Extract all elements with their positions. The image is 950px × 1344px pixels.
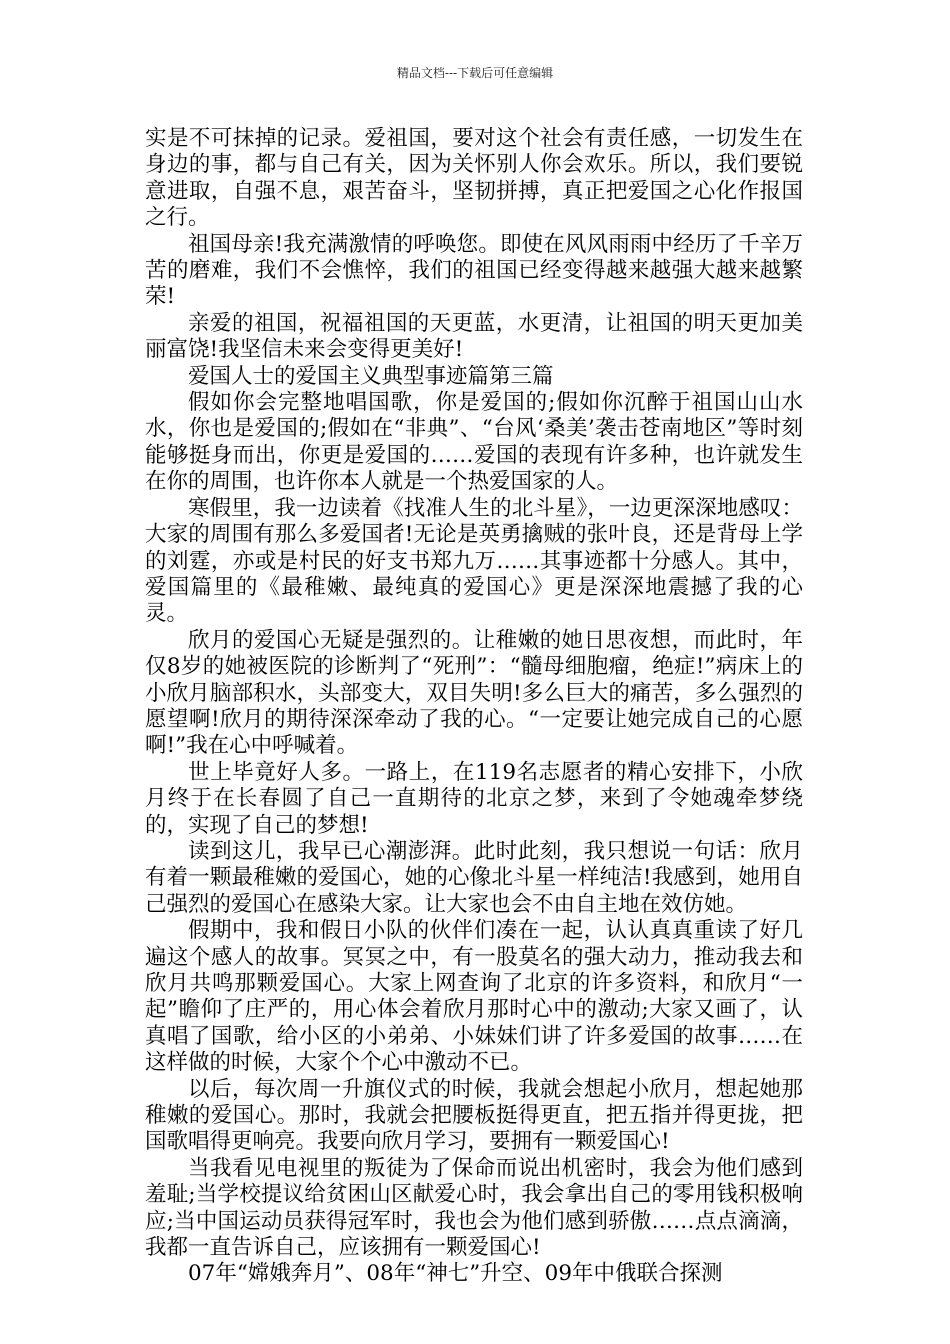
paragraph: 世上毕竟好人多。一路上，在119名志愿者的精心安排下，小欣月终于在长春圆了自己一直期待的北京之梦，来到了令她魂牵梦绕的，实现了自己的梦想!	[145, 759, 803, 838]
paragraph: 假如你会完整地唱国歌，你是爱国的;假如你沉醉于祖国山山水水，你也是爱国的;假如在“非典”、“台风‘桑美’袭击苍南地区”等时刻能够挺身而出，你更是爱国的……爱国的表现有许多种，也许就发生在你的周围，也许你本人就是一个热爱国家的人。	[145, 390, 803, 495]
paragraph: 亲爱的祖国，祝福祖国的天更蓝，水更清，让祖国的明天更加美丽富饶!我坚信未来会变得更美好!	[145, 310, 803, 363]
paragraph: 寒假里，我一边读着《找准人生的北斗星》，一边更深深地感叹：大家的周围有那么多爱国者!无论是英勇擒贼的张叶良，还是背母上学的刘霆，亦或是村民的好支书郑九万……其事迹都十分感人。其中，爱国篇里的《最稚嫩、最纯真的爱国心》更是深深地震撼了我的心灵。	[145, 495, 803, 627]
paragraph: 读到这儿，我早已心潮澎湃。此时此刻，我只想说一句话：欣月有着一颗最稚嫩的爱国心，她的心像北斗星一样纯洁!我感到，她用自己强烈的爱国心在感染大家。让大家也会不由自主地在效仿她。	[145, 838, 803, 917]
paragraph: 欣月的爱国心无疑是强烈的。让稚嫩的她日思夜想，而此时，年仅8岁的她被医院的诊断判了“死刑”：“髓母细胞瘤，绝症!”病床上的小欣月脑部积水，头部变大，双目失明!多么巨大的痛苦，多么强烈的愿望啊!欣月的期待深深牵动了我的心。“一定要让她完成自己的心愿啊!”我在心中呼喊着。	[145, 627, 803, 759]
paragraph: 假期中，我和假日小队的伙伴们凑在一起，认认真真重读了好几遍这个感人的故事。冥冥之中，有一股莫名的强大动力，推动我去和欣月共鸣那颗爱国心。大家上网查询了北京的许多资料，和欣月“一起”瞻仰了庄严的，用心体会着欣月那时心中的激动;大家又画了，认真唱了国歌，给小区的小弟弟、小妹妹们讲了许多爱国的故事……在这样做的时候，大家个个心中激动不已。	[145, 918, 803, 1076]
document-body	[145, 126, 803, 1288]
paragraph: 祖国母亲!我充满激情的呼唤您。即使在风风雨雨中经历了千辛万苦的磨难，我们不会憔悴，我们的祖国已经变得越来越强大越来越繁荣!	[145, 231, 803, 310]
paragraph: 以后，每次周一升旗仪式的时候，我就会想起小欣月，想起她那稚嫩的爱国心。那时，我就会把腰板挺得更直，把五指并得更拢，把国歌唱得更响亮。我要向欣月学习，要拥有一颗爱国心!	[145, 1076, 803, 1155]
paragraph: 实是不可抹掉的记录。爱祖国，要对这个社会有责任感，一切发生在身边的事，都与自己有关，因为关怀别人你会欢乐。所以，我们要锐意进取，自强不息，艰苦奋斗，坚韧拼搏，真正把爱国之心化作报国之行。	[145, 126, 803, 231]
page-header: 精品文档---下载后可任意编辑	[396, 66, 554, 80]
paragraph: 07年“嫦娥奔月”、08年“神七”升空、09年中俄联合探测	[188, 1261, 723, 1287]
paragraph: 当我看见电视里的叛徒为了保命而说出机密时，我会为他们感到羞耻;当学校提议给贫困山区献爱心时，我会拿出自己的零用钱积极响应;当中国运动员获得冠军时，我也会为他们感到骄傲……点点滴滴，我都一直告诉自己，应该拥有一颗爱国心!	[145, 1155, 803, 1261]
section-heading: 爱国人士的爱国主义典型事迹篇第三篇	[188, 363, 554, 389]
